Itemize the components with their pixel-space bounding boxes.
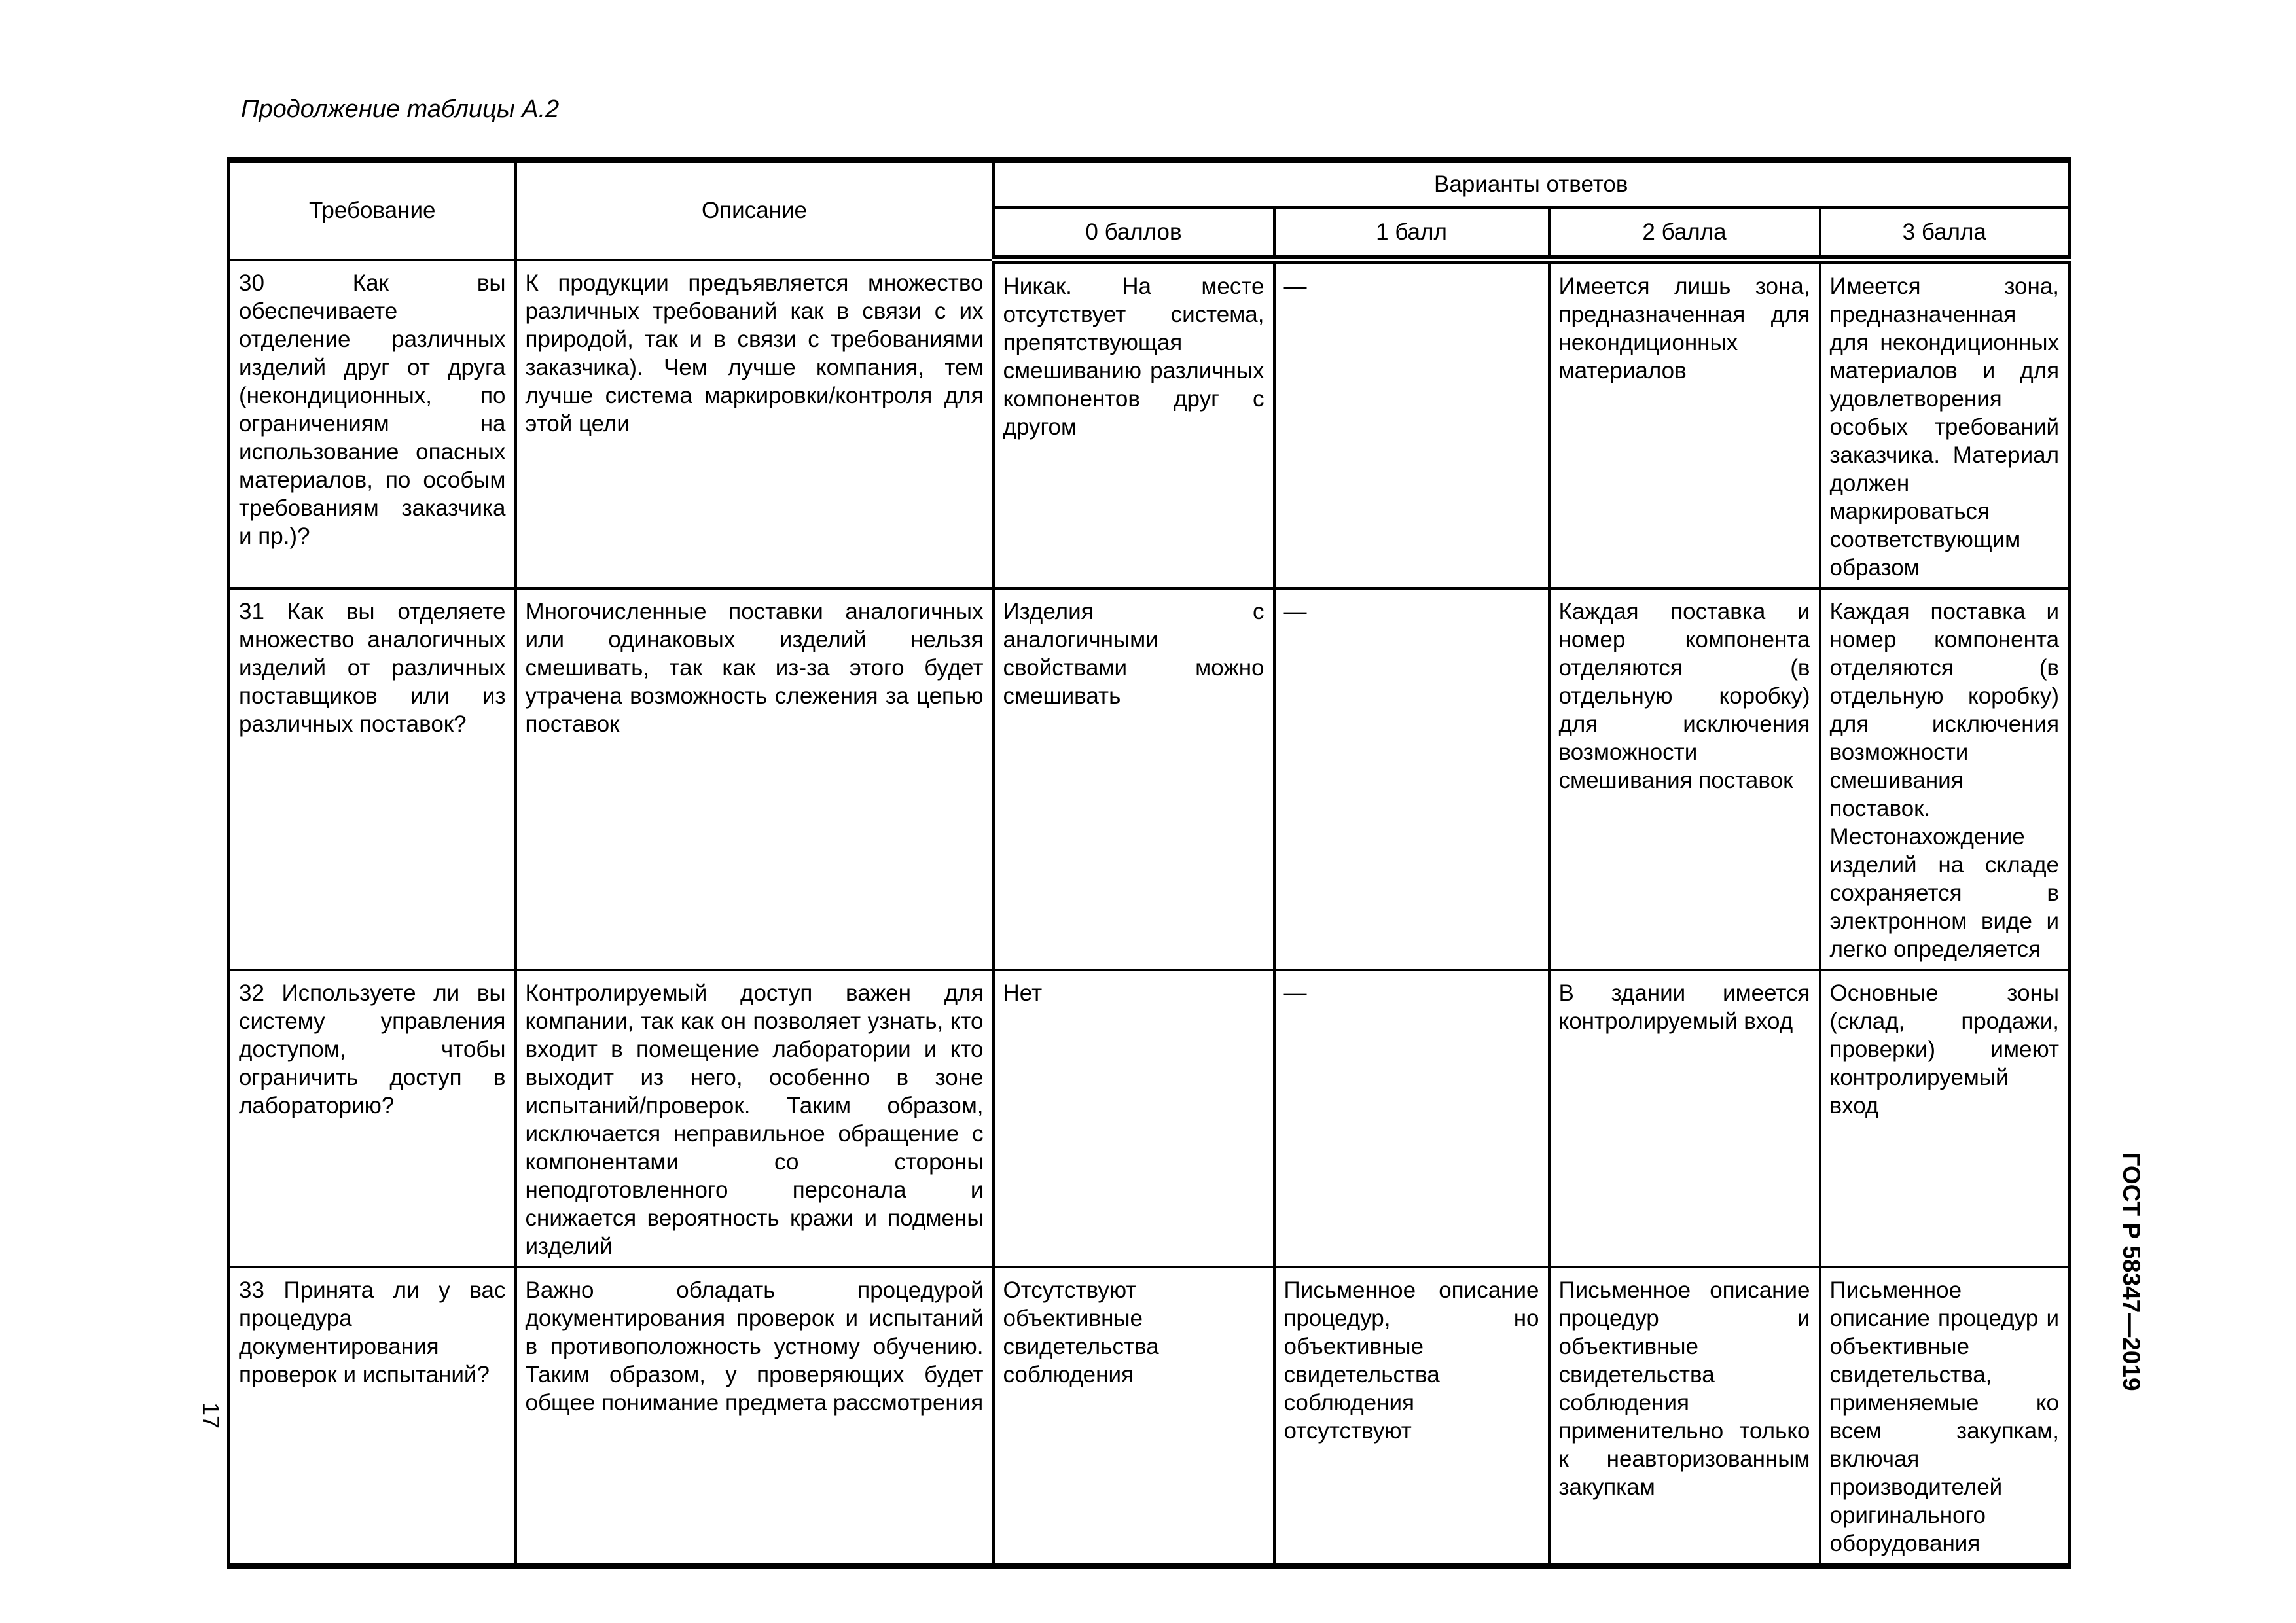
row33-description: Важно обладать процедурой документирования проверок и испытаний в противоположность устному обучению. Таким образом, у проверяющих будет общее понимание предмета рассмотрения	[516, 1267, 994, 1566]
row31-description: Многочисленные поставки аналогичных или одинаковых изделий нельзя смешивать, так как из-за этого будет утрачена возможность слежения за цепью поставок	[516, 588, 994, 970]
row32-score1: —	[1274, 970, 1549, 1267]
col-header-score-1: 1 балл	[1274, 207, 1549, 260]
row31-score2: Каждая поставка и номер компонента отделяются (в отдельную коробку) для исключения возможности смешивания поставок	[1549, 588, 1820, 970]
row32-score3: Основные зоны (склад, продажи, проверки) имеют контролируемый вход	[1820, 970, 2070, 1267]
row32-score2: В здании имеется контролируемый вход	[1549, 970, 1820, 1267]
row33-requirement: 33 Принята ли у вас процедура документирования проверок и испытаний?	[229, 1267, 516, 1566]
table-row	[229, 970, 2070, 1267]
table-caption: Продолжение таблицы А.2	[241, 96, 560, 123]
col-header-score-0: 0 баллов	[994, 207, 1274, 260]
col-header-answers-group: Варианты ответов	[994, 160, 2070, 207]
table-row	[229, 260, 2070, 588]
row30-requirement: 30 Как вы обеспечиваете отделение различных изделий друг от друга (некондиционных, по ограничениям на использование опасных материалов, по особым требованиям заказчика и пр.)?	[229, 260, 516, 588]
row31-score1: —	[1274, 588, 1549, 970]
row30-score2: Имеется лишь зона, предназначенная для некондиционных материалов	[1549, 260, 1820, 588]
row32-score0: Нет	[994, 970, 1274, 1267]
row30-score0: Никак. На месте отсутствует система, препятствующая смешиванию различных компонентов друг с другом	[994, 260, 1274, 588]
row31-score0: Изделия с аналогичными свойствами можно смешивать	[994, 588, 1274, 970]
table-row	[229, 588, 2070, 970]
row33-score3: Письменное описание процедур и объективные свидетельства, применяемые ко всем закупкам, включая производителей оригинального оборудования	[1820, 1267, 2070, 1566]
col-header-score-3: 3 балла	[1820, 207, 2070, 260]
standard-designation: ГОСТ Р 58347—2019	[2118, 1152, 2145, 1391]
table-row	[229, 1267, 2070, 1566]
col-header-score-2: 2 балла	[1549, 207, 1820, 260]
row32-requirement: 32 Используете ли вы систему управления доступом, чтобы ограничить доступ в лабораторию?	[229, 970, 516, 1267]
col-header-requirement: Требование	[229, 160, 516, 260]
row31-score3: Каждая поставка и номер компонента отделяются (в отдельную коробку) для исключения возможности смешивания поставок. Местонахождение изделий на складе сохраняется в электронном виде и легко определяется	[1820, 588, 2070, 970]
page-number: 17	[198, 1402, 224, 1429]
assessment-table	[227, 157, 2071, 1569]
row30-description: К продукции предъявляется множество различных требований как в связи с их природой, так и в связи с требованиями заказчика). Чем лучше компания, тем лучше система маркировки/контроля для этой цели	[516, 260, 994, 588]
row33-score1: Письменное описание процедур, но объективные свидетельства соблюдения отсутствуют	[1274, 1267, 1549, 1566]
row32-description: Контролируемый доступ важен для компании, так как он позволяет узнать, кто входит в помещение лаборатории и кто выходит из него, особенно в зоне испытаний/проверок. Таким образом, исключается неправильное обращение с компонентами со стороны неподготовленного персонала и снижается вероятность кражи и подмены изделий	[516, 970, 994, 1267]
row33-score2: Письменное описание процедур и объективные свидетельства соблюдения применительно только к неавторизованным закупкам	[1549, 1267, 1820, 1566]
row30-score3: Имеется зона, предназначенная для некондиционных материалов и для удовлетворения особых требований заказчика. Материал должен маркироваться соответствующим образом	[1820, 260, 2070, 588]
col-header-description: Описание	[516, 160, 994, 260]
row30-score1: —	[1274, 260, 1549, 588]
row31-requirement: 31 Как вы отделяете множество аналогичных изделий от различных поставщиков или из различных поставок?	[229, 588, 516, 970]
table-container	[227, 157, 2071, 1569]
row33-score0: Отсутствуют объективные свидетельства соблюдения	[994, 1267, 1274, 1566]
